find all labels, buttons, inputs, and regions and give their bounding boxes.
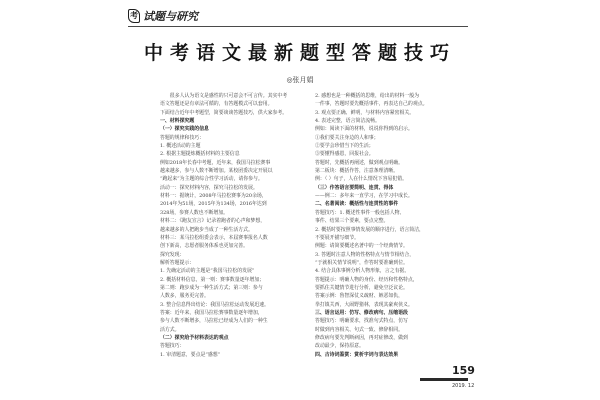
author-byline: ◎张月娟 (286, 76, 314, 84)
text-line: 四、古诗词鉴赏：赏析字词与表达效果 (315, 351, 399, 358)
text-line: 事件、结果三个要素，要点完整。 (315, 218, 389, 225)
text-line: “于就相关情节说明”，作答时要准确到位。 (315, 259, 409, 266)
text-line: 2. 概括材料信息，第一则：赛事数量逐年增加； (160, 276, 265, 283)
text-line: 一件事，答题时要先概括事件，再表达自己的观点。 (315, 101, 428, 108)
text-line: ——例二：多年来一直学习，在学习中成长。 (315, 193, 413, 200)
text-line: 例如：阅读下面的材料，说说你得到的启示。 (315, 126, 413, 133)
text-line: 答题提示：明确人物的身份、经历和性格特点， (315, 276, 418, 283)
text-line: 答题的规律和技巧： (160, 134, 205, 141)
text-line: 探究发现： (160, 251, 185, 258)
text-line: 1. 先确定活动的主题是“我国马拉松的发展” (160, 268, 255, 275)
article-title: 中考语文最新题型答题技巧 (143, 42, 456, 64)
text-line: 语文答题还是有章法可循的，有答题模式可以套用。 (160, 101, 273, 108)
page-number-rule (420, 378, 468, 381)
text-line: 材料二：《跑友宣言》记录着跑者的心声和梦想， (160, 218, 266, 225)
text-line: 3. 答题时注意人物的性格特点与情节相结合， (315, 251, 415, 258)
text-line: 材料一：据统计，2008年马拉松赛事为20余场， (160, 193, 267, 200)
journal-name: 试题与研究 (143, 10, 198, 23)
text-line: 越来越多，参与人数不断增加。某校团委决定开展以 (160, 168, 273, 175)
text-line: 二、名著阅读：概括性与连贯性的事件 (315, 201, 399, 208)
text-line: 活方式。 (160, 326, 180, 333)
text-line: 下面结合近年中考题型，简要谈谈答题技巧，供大家参考。 (160, 109, 288, 116)
logo-mark-icon: 考 (128, 9, 140, 23)
text-line: 答案：近年来，我国马拉松赛事数量逐年增加， (160, 309, 263, 316)
text-line: （一）探究实践的信息 (160, 126, 209, 133)
text-line: 1. 审清题意，要点是“感想” (160, 351, 221, 358)
text-line: 例：（ ）句子，人在什么情况下容易犯错。 (315, 176, 408, 183)
text-line: 一、材料探究题 (160, 118, 195, 125)
text-line: 答题技巧： (160, 343, 185, 350)
text-line: 解析答题提示： (160, 259, 195, 266)
text-column-right (315, 92, 455, 359)
text-line: 答题技巧：1. 概述性事件一般包括人物、 (315, 209, 405, 216)
text-line: 2014年为51场，2015年为134场，2016年达到 (160, 201, 267, 208)
text-line: ③要懂得感恩，回报社会。 (315, 151, 374, 158)
text-line: （三）作答语言要简明、连贯、得体 (315, 184, 394, 191)
text-line: ②要学会珍惜当下的生活； (315, 143, 374, 150)
text-line: 答题技巧：明确要求，找准句式特点，仿写 (315, 318, 408, 325)
text-line: 材料三：某马拉松组委会表示，本届赛事报名人数 (160, 234, 268, 241)
text-line: 2. 感想也是一种概括的思维，给出的材料一般为 (315, 93, 420, 99)
text-line: 要抓住关键情节进行分析，避免空泛议论。 (315, 284, 408, 291)
text-line: 很多人认为语文是感性的只可意会不可言传。其实中考 (169, 93, 288, 99)
issue-date: 2019. 12 (452, 383, 475, 389)
text-line: 3. 观点要正确、鲜明，与材料内容紧密相关。 (315, 109, 415, 116)
text-line: 2. 根据主题提炼概括材料的主要信息 (160, 151, 240, 158)
text-line: 答题时，先概括再阐述，做到观点明确。 (315, 159, 404, 166)
text-line: 时做到内容相关、句式一致、修辞相同。 (315, 326, 404, 333)
text-line: 创下新高，志愿者服务体系也更加完善。 (160, 243, 249, 250)
text-line: 修改病句要先判断病因，再对症修改，做到 (315, 334, 408, 341)
text-line: 第二板块：概括作答，注意条理清晰。 (315, 168, 399, 175)
journal-logo (128, 8, 198, 24)
text-line: 3. 整合信息得出结论：我国马拉松运动发展迅速。 (160, 301, 269, 308)
text-line: （二）探究给予材料表达的观点 (160, 334, 229, 341)
text-line: 改动最少，保持原意。 (315, 343, 364, 350)
text-line: 三、语言运用：仿写、修改病句、压缩语段 (315, 309, 408, 316)
text-line: 活动一：探究材料内容，探究马拉松的发展。 (160, 184, 258, 191)
text-line: 不要展开描写细节。 (315, 234, 360, 241)
text-line: 2. 概括时要按照事情发展的顺序进行，语言简洁， (315, 226, 424, 233)
text-line: “跑起来”为主题的综合性学习活动，请你参与。 (160, 176, 263, 183)
page-number: 159 (452, 364, 475, 377)
text-line: 4. 表述完整，语言简洁流畅。 (315, 118, 380, 125)
text-column-left (160, 92, 300, 359)
text-line: 例如2018年长春中考题，近年来，我国马拉松赛事 (160, 159, 271, 166)
text-line: ①我们要关注身边的人和事； (315, 134, 379, 141)
text-line: 越来越多的人把跑步当成了一种生活方式。 (160, 226, 253, 233)
text-line: 参与人数不断增多，马拉松已经成为人们的一种生 (160, 318, 268, 325)
text-line: 4. 结合具体事例分析人物形象，言之有据。 (315, 268, 410, 275)
header-rule (128, 26, 468, 27)
text-line: 1. 概述活动的主题 (160, 143, 201, 150)
text-line: 328场，参赛人数也不断增加。 (160, 209, 229, 216)
text-line: 例题：请简要概述名著中的一个经典情节。 (315, 243, 408, 250)
text-line: 答案示例：鲁智深仗义疏财、嫉恶如仇， (315, 293, 404, 300)
text-line: 第二则：跑步成为一种生活方式；第三则：参与 (160, 284, 263, 291)
text-line: 人数多，服务更完善。 (160, 293, 209, 300)
text-line: 拳打镇关西，大闹野猪林，表现其豪爽侠义。 (315, 301, 413, 308)
